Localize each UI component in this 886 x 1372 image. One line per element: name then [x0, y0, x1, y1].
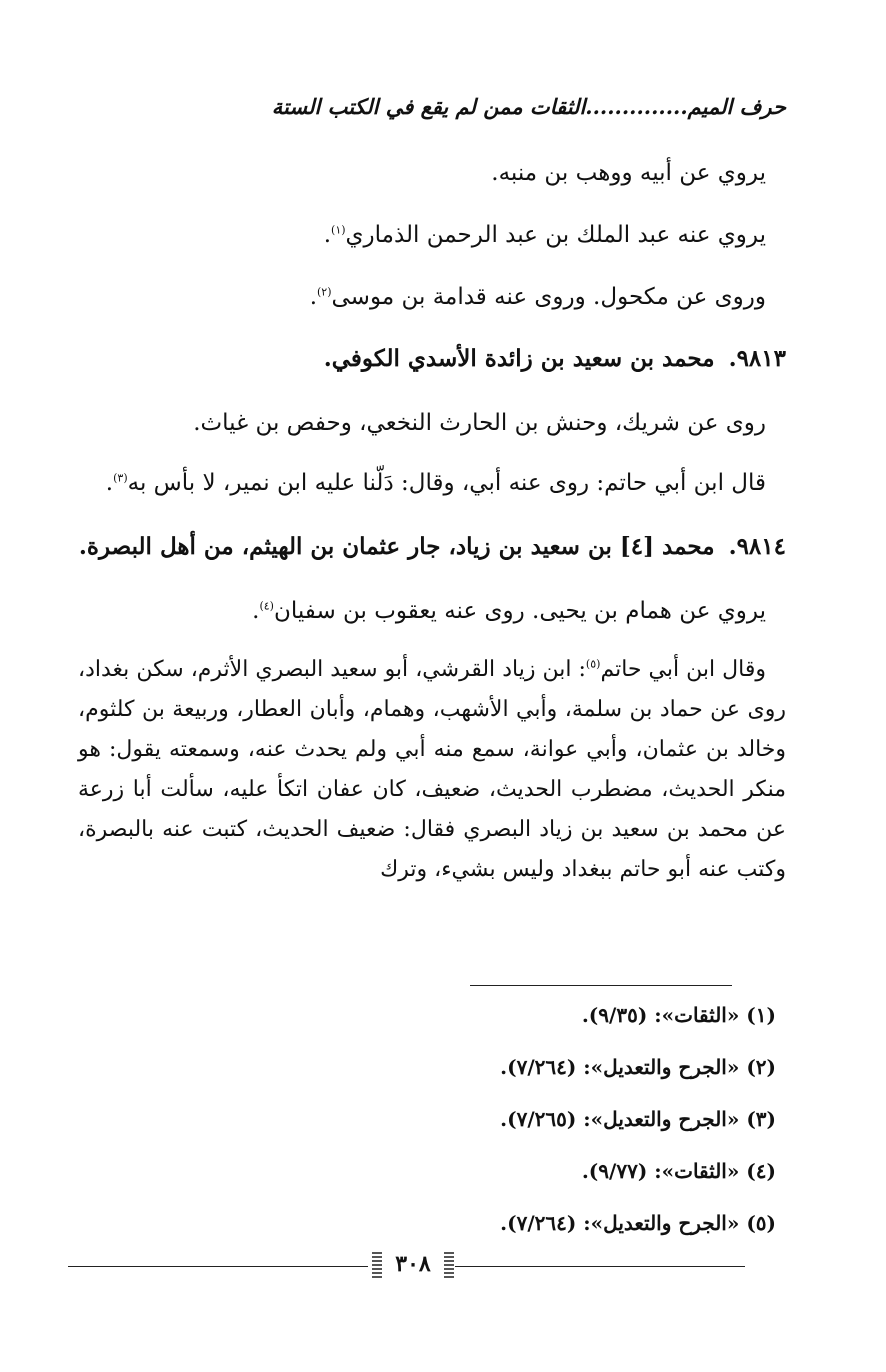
- footnote-item: (٣) «الجرح والتعديل»: (٧/٢٦٥).: [500, 1107, 776, 1131]
- footnote-ref-4: (٤): [259, 599, 274, 613]
- entry-heading-9813: [324, 344, 786, 374]
- footnote-item: (١) «الثقات»: (٩/٣٥).: [581, 1003, 776, 1027]
- footnote-separator: [470, 985, 732, 986]
- page-number-frame: [372, 1246, 454, 1282]
- text-line-2: يروي عنه عبد الملك بن عبد الرحمن الذماري$^{(١)}$.: [323, 222, 766, 248]
- footnote-item: (٢) «الجرح والتعديل»: (٧/٢٦٤).: [500, 1055, 776, 1079]
- entry-number: ٩٨١٤.: [728, 533, 786, 560]
- footnote-ref-3: (٣): [113, 471, 128, 485]
- bottom-rule-right: [455, 1266, 745, 1267]
- paragraph: وقال ابن أبي حاتم$^{(٥)}$: ابن زياد القرشي، أبو سعيد البصري الأثرم، سكن بغداد، روى عن حماد بن سلمة، وأبي الأشهب، وهمام، وأبان العطار، وربيعة بن كلثوم، وخالد بن عثمان، وأبي عوانة، سمع منه أبي ولم يحدث عنه، وسمعته يقول: هو منكر الحديث، مضطرب الحديث، ضعيف، كان عفان اتكأ عليه، سألت أبا زرعة عن محمد بن سعيد بن زياد البصري فقال: ضعيف الحديث، كتبت عنه بالبصرة، وكتب عنه أبو حاتم ببغداد وليس بشيء، وترك: [78, 657, 787, 882]
- entry-name: محمد بن سعيد بن زائدة الأسدي الكوفي.: [323, 345, 715, 372]
- footnote-ref-2: (٢): [317, 285, 332, 299]
- ornament-icon: [372, 1250, 382, 1278]
- entry-number: ٩٨١٣.: [728, 345, 786, 372]
- text-line-5: قال ابن أبي حاتم: روى عنه أبي، وقال: دَلّنا عليه ابن نمير، لا بأس به$^{(٣)}$.: [105, 470, 766, 496]
- running-header: [100, 92, 786, 122]
- text-line-6: يروي عن همام بن يحيى. روى عنه يعقوب بن سفيان$^{(٤)}$.: [252, 598, 766, 624]
- header-book-title: الثقات ممن لم يقع في الكتب الستة: [271, 94, 586, 119]
- entry-name: محمد [٤] بن سعيد بن زياد، جار عثمان بن الهيثم، من أهل البصرة.: [78, 533, 715, 560]
- footnote-ref-1: (١): [331, 223, 346, 237]
- footnotes: [500, 1000, 776, 1260]
- text-line-4: روى عن شريك، وحنش بن الحارث النخعي، وحفص بن غياث.: [193, 410, 766, 436]
- bottom-rule-left: [68, 1266, 368, 1267]
- text-line-1: يروي عن أبيه ووهب بن منبه.: [491, 160, 766, 186]
- page-number: ٣٠٨: [395, 1251, 431, 1277]
- entry-heading-9814: [79, 532, 786, 562]
- ornament-icon: [444, 1250, 454, 1278]
- footnote-item: (٤) «الثقات»: (٩/٧٧).: [581, 1159, 776, 1183]
- header-chapter: حرف الميم: [687, 94, 786, 119]
- header-dots: ..............: [585, 94, 688, 119]
- footnote-ref-5: (٥): [585, 657, 601, 671]
- text-line-3: وروى عن مكحول. وروى عنه قدامة بن موسى$^{(٢)}$.: [309, 284, 766, 310]
- footnote-item: (٥) «الجرح والتعديل»: (٧/٢٦٤).: [500, 1211, 776, 1235]
